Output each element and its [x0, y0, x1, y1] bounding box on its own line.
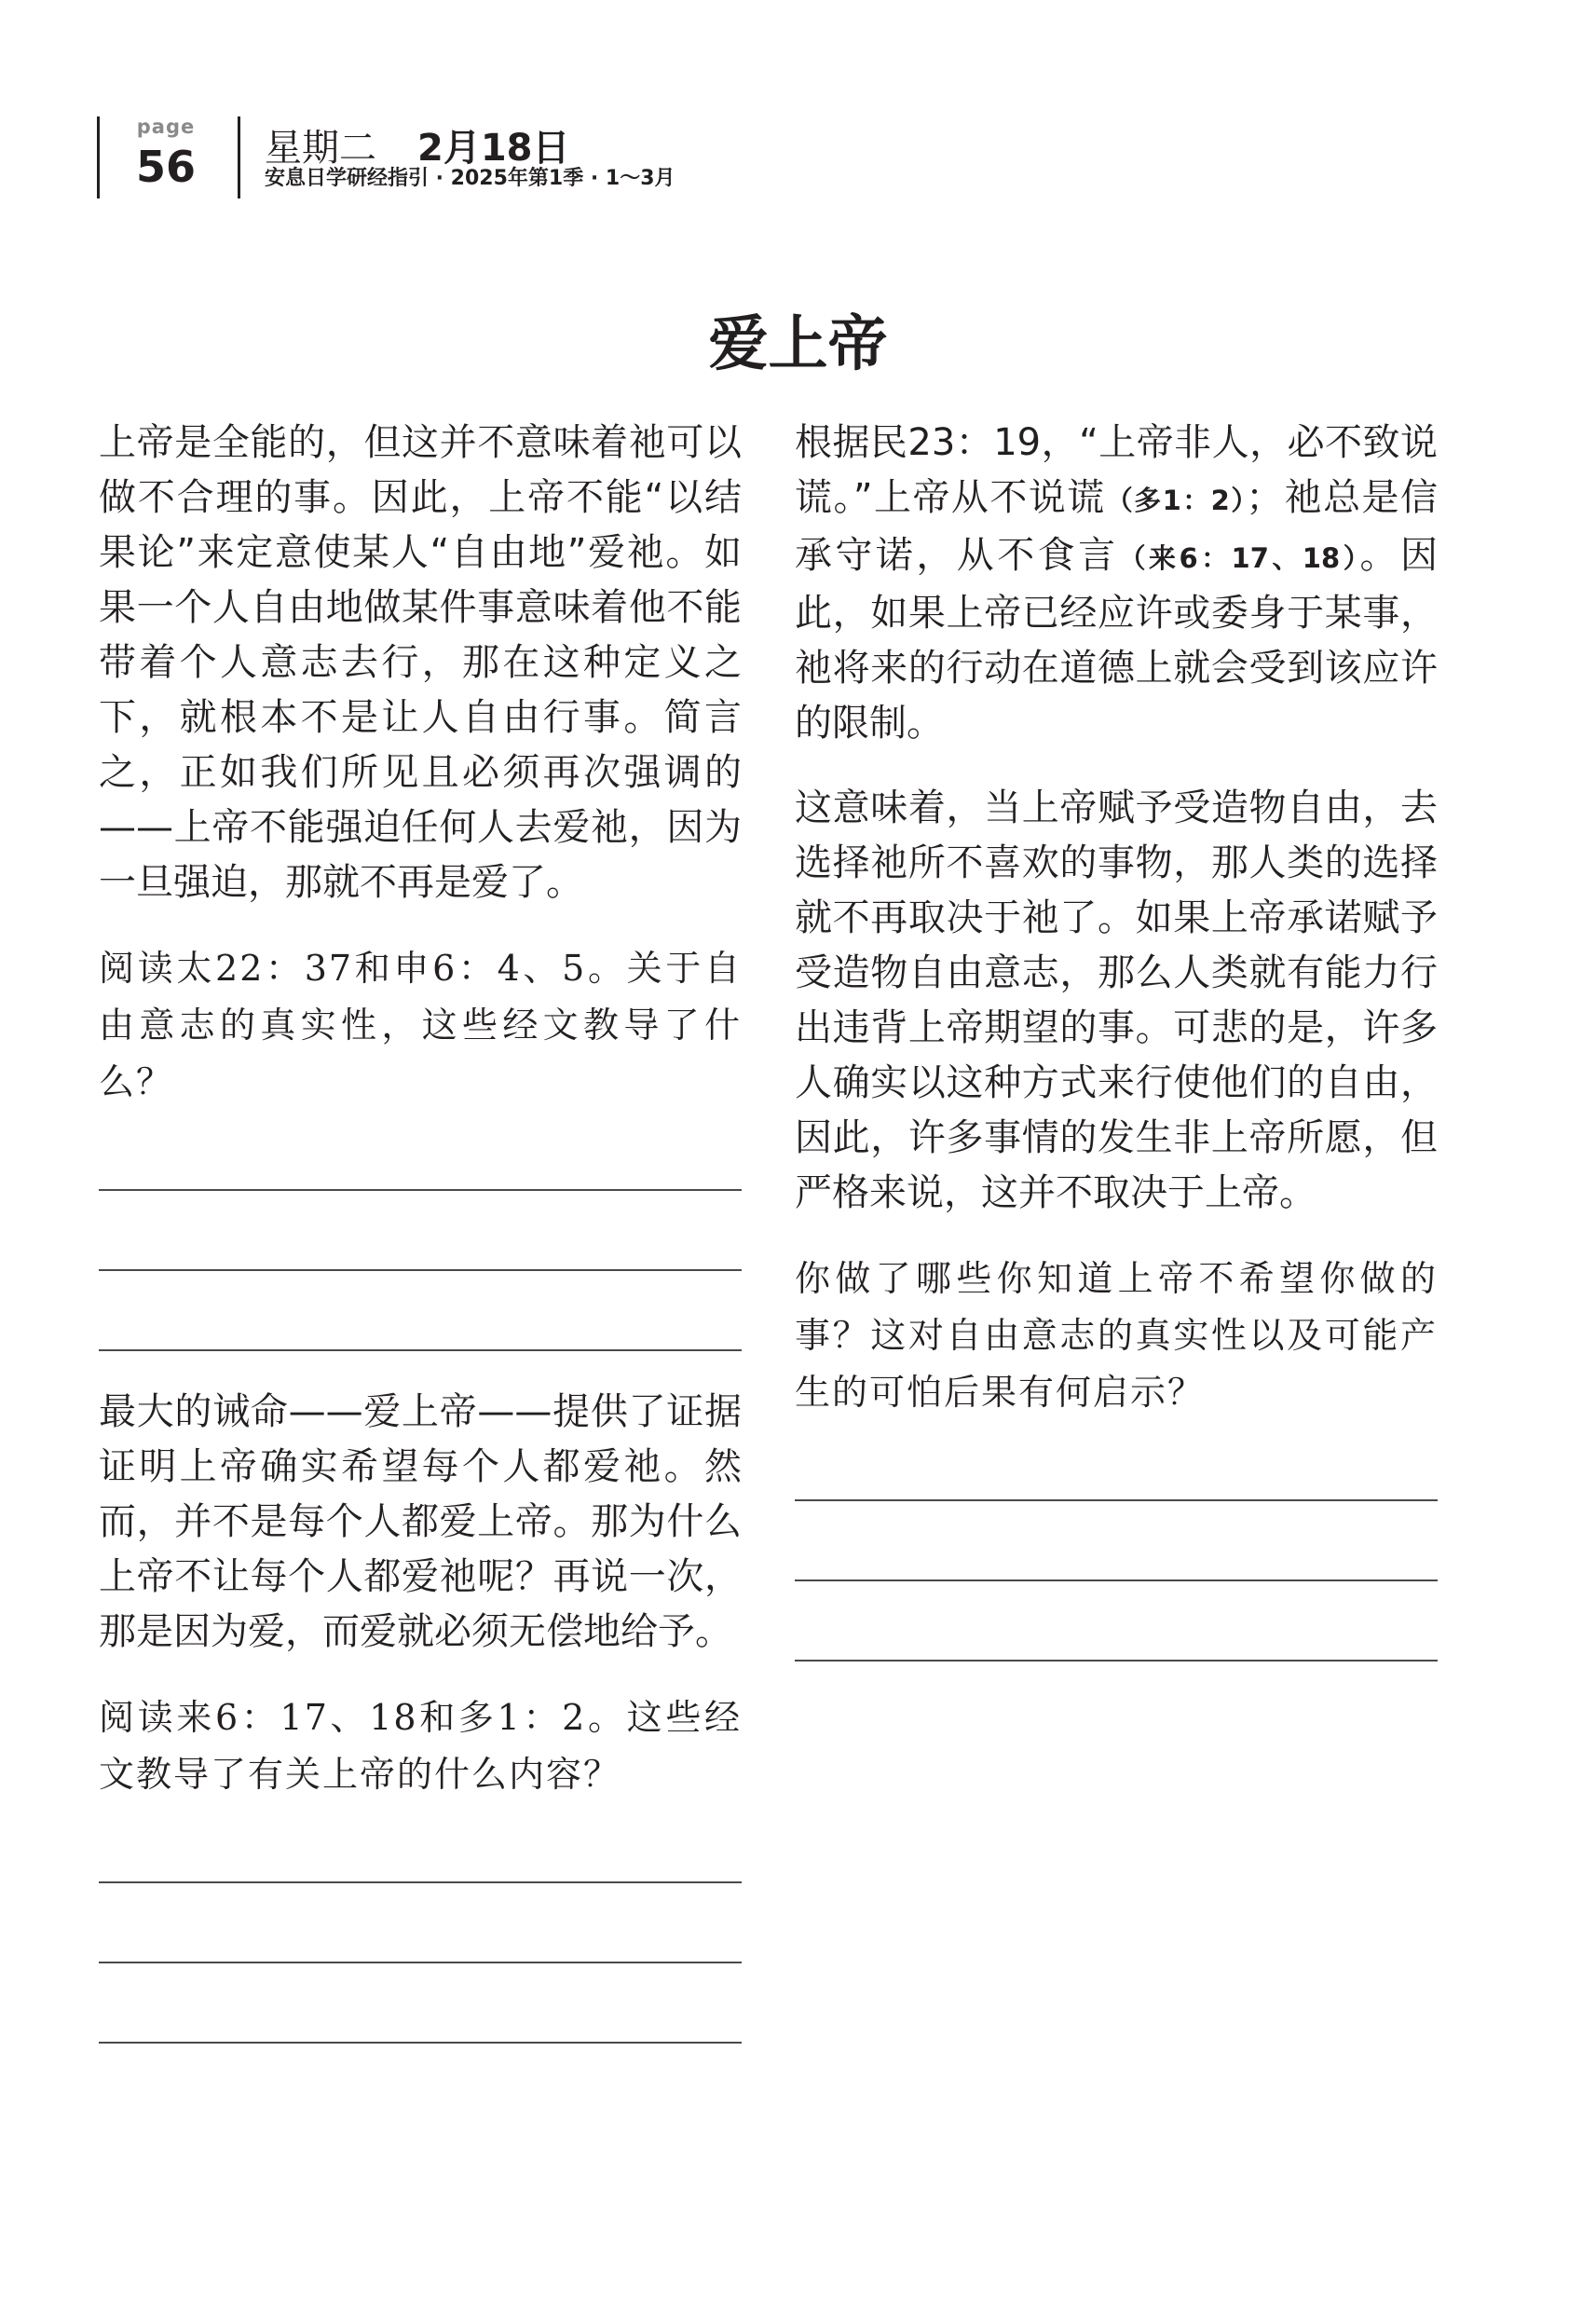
- answer-line[interactable]: [99, 1271, 742, 1351]
- publication-subtitle: 安息日学研经指引 · 2025年第1季 · 1～3月: [265, 167, 675, 190]
- answer-lines: [99, 1111, 742, 1351]
- paragraph-text: ；祂总是信承守诺，从不食言: [795, 476, 1439, 577]
- answer-line[interactable]: [99, 1803, 742, 1883]
- answer-line[interactable]: [99, 1111, 742, 1191]
- answer-line[interactable]: [795, 1421, 1438, 1501]
- lesson-title: 爱上帝: [708, 309, 888, 379]
- weekday: 星期二: [265, 127, 376, 170]
- body-paragraph: 上帝是全能的，但这并不意味着祂可以做不合理的事。因此，上帝不能“以结果论”来定意使某人“自由地”爱祂。如果一个人自由地做某件事意味着他不能带着个人意志去行，那在这种定义之下，就根本不是让人自由行事。简言之，正如我们所见且必须再次强调的——上帝不能强迫任何人去爱祂，因为一旦强迫，那就不再是爱了。: [99, 421, 742, 904]
- paragraph-text: 根据民23：19，“上帝非人，必不致说谎。”上帝从不说谎: [795, 421, 1438, 519]
- study-question: 阅读来6：17、18和多1：2。这些经文教导了有关上帝的什么内容？: [99, 1697, 742, 1795]
- body-paragraph: 最大的诫命——爱上帝——提供了证据证明上帝确实希望每个人都爱祂。然而，并不是每个人都爱上帝。那为什么上帝不让每个人都爱祂呢？再说一次，那是因为爱，而爱就必须无偿地给予。: [99, 1390, 742, 1653]
- page-header: [0, 0, 1596, 214]
- scripture-reference: （来6：17、18）: [1118, 542, 1360, 574]
- paragraph-text: 。因此，如果上帝已经应许或委身于某事，祂将来的行动在道德上就会受到该应许的限制。: [795, 534, 1438, 745]
- right-column: [795, 416, 1438, 1661]
- body-paragraph: [795, 416, 1438, 751]
- answer-line[interactable]: [99, 1191, 742, 1271]
- answer-line[interactable]: [99, 1883, 742, 1963]
- body-paragraph: 这意味着，当上帝赋予受造物自由，去选择祂所不喜欢的事物，那人类的选择就不再取决于祂了。如果上帝承诺赋予受造物自由意志，那么人类就有能力行出违背上帝期望的事。可悲的是，许多人确实以这种方式来行使他们的自由，因此，许多事情的发生非上帝所愿，但严格来说，这并不取决于上帝。: [795, 786, 1438, 1214]
- page-number: 56: [135, 142, 196, 192]
- study-question: 你做了哪些你知道上帝不希望你做的事？这对自由意志的真实性以及可能产生的可怕后果有何启示？: [795, 1258, 1438, 1413]
- answer-lines: [99, 1803, 742, 2044]
- answer-line[interactable]: [795, 1501, 1438, 1581]
- date: 2月18日: [417, 127, 570, 170]
- answer-lines: [795, 1421, 1438, 1661]
- left-column: [99, 416, 742, 2044]
- study-question: 阅读太22：37和申6：4、5。关于自由意志的真实性，这些经文教导了什么？: [99, 948, 742, 1102]
- page-label: page: [136, 116, 196, 138]
- answer-line[interactable]: [795, 1581, 1438, 1661]
- answer-line[interactable]: [99, 1963, 742, 2044]
- header-divider: [238, 116, 240, 198]
- header-divider: [97, 116, 100, 198]
- scripture-reference: （多1：2）: [1105, 485, 1247, 516]
